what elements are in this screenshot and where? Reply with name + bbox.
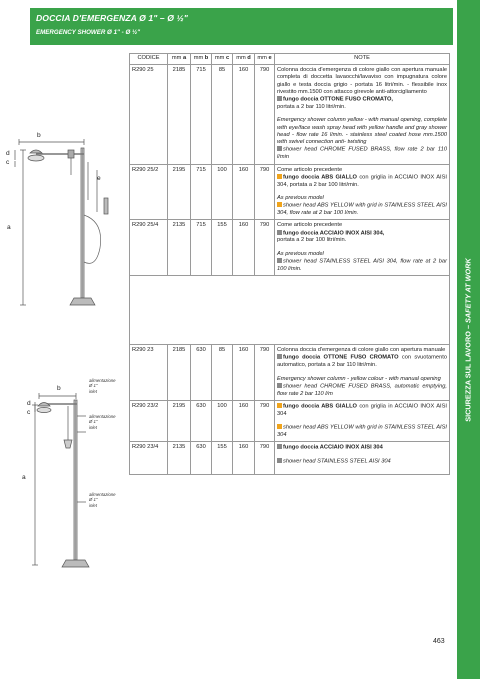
cell-a: 2185	[168, 345, 191, 401]
col-header-c	[212, 54, 233, 65]
note-it-tail: portata a 2 bar 100 litri/min.	[277, 237, 347, 244]
cell-code: R290 25/2	[130, 164, 168, 220]
grey-bullet-icon	[277, 96, 282, 101]
col-header-letter: a	[182, 55, 187, 62]
table-header-row	[130, 54, 450, 65]
cell-e: 790	[255, 220, 275, 276]
note-it-bold: fungo doccia ABS GIALLO	[283, 403, 357, 410]
cell-c: 85	[212, 345, 233, 401]
yellow-bullet-icon	[277, 424, 282, 429]
table-row	[130, 345, 450, 401]
note-it-tail: con griglia in ACCIAIO INOX AISI 304, portata a 2 bar 100 litri/min.	[277, 174, 447, 188]
table-spacer	[130, 276, 450, 345]
inlet-label: alimentazione	[89, 414, 116, 419]
note-en-bullet: shower head CHROME FUSED BRASS, automatic emptying, flow rate 2 bar 110 l/m	[277, 383, 447, 397]
inlet-note-mid	[89, 414, 116, 430]
cell-e: 790	[255, 442, 275, 475]
note-it-text: Come articolo precedente	[277, 222, 343, 229]
dim-label-c-top: c	[6, 159, 10, 166]
inlet-size: Ø 1"	[89, 497, 98, 503]
note-it-text: Colonna doccia d'emergenza di colore giallo con apertura manuale	[277, 347, 446, 354]
col-header-letter: b	[204, 55, 209, 62]
cell-note	[275, 65, 450, 165]
inlet-label-en: inlet	[89, 424, 97, 430]
cell-c: 100	[212, 400, 233, 441]
col-header-e	[255, 54, 275, 65]
cell-c: 100	[212, 164, 233, 220]
col-header-letter: c	[225, 55, 230, 62]
yellow-bullet-icon	[277, 174, 282, 179]
cell-note	[275, 220, 450, 276]
cell-b: 715	[191, 164, 212, 220]
dim-label-a-bottom: a	[22, 474, 26, 481]
yellow-bullet-icon	[277, 403, 282, 408]
grey-bullet-icon	[277, 258, 282, 263]
cell-c: 155	[212, 442, 233, 475]
note-en-text: Emergency shower column yellow - with manual opening, complete with eye/face wash spray head with yellow handle and gray shower head - flow rate 16 l/min. - stainless steel coated hose mm.1500 with swivel connection anti- twisting	[277, 117, 447, 146]
drawing-bottom	[32, 393, 89, 567]
cell-code: R290 23	[130, 345, 168, 401]
page-subtitle: EMERGENCY SHOWER Ø 1" - Ø ½"	[36, 29, 141, 36]
cell-a: 2135	[168, 220, 191, 276]
dim-label-b-top: b	[37, 132, 41, 139]
side-banner-english: SAFETY AT WORK	[463, 258, 473, 323]
inlet-label-en: inlet	[89, 502, 97, 508]
table-row	[130, 400, 450, 441]
col-header-letter: d	[247, 55, 251, 62]
grey-bullet-icon	[277, 383, 282, 388]
cell-c: 155	[212, 220, 233, 276]
grey-bullet-icon	[277, 230, 282, 235]
cell-b: 630	[191, 345, 212, 401]
inlet-note-top	[89, 378, 116, 394]
col-header-unit: mm	[171, 55, 182, 62]
table-row	[130, 65, 450, 165]
cell-d: 160	[233, 400, 255, 441]
grey-bullet-icon	[277, 354, 282, 359]
col-header-a	[168, 54, 191, 65]
inlet-label: alimentazione	[89, 492, 116, 497]
cell-e: 790	[255, 164, 275, 220]
inlet-label: alimentazione	[89, 378, 116, 383]
cell-note	[275, 400, 450, 441]
note-it-text: Colonna doccia d'emergenza di colore giallo con apertura manuale completa di doccetta lavaocchi/lavaviso con impugnatura colore giallo e testa doccia grigio - portata 16 litri/min. - flessibile inox rivestito mm.1500 con attacco girevole anti-attorcigliamento	[277, 67, 447, 95]
note-it-text: Come articolo precedente	[277, 166, 343, 173]
table-row	[130, 442, 450, 475]
side-banner-text	[464, 258, 473, 422]
cell-note	[275, 442, 450, 475]
grey-bullet-icon	[277, 444, 282, 449]
inlet-size: Ø 1"	[89, 419, 98, 425]
dim-label-b-bottom: b	[57, 385, 61, 392]
cell-d: 160	[233, 345, 255, 401]
side-banner-dash: –	[463, 322, 473, 332]
note-it-bold: fungo doccia ACCIAIO INOX AISI 304	[283, 444, 383, 451]
note-it-tail: con griglia in ACCIAIO INOX AISI 304	[277, 403, 447, 417]
table-row	[130, 220, 450, 276]
technical-drawings	[0, 0, 130, 679]
note-en-bullet: shower head ABS YELLOW with grid in STAINLESS STEEL AISI 304, flow rate at 2 bar 100 l/min.	[277, 202, 447, 217]
note-en-text: As previous model	[277, 250, 324, 257]
note-en-bullet: shower head STAINLESS STEEL AISI 304, flow rate at 2 bar 100 l/min.	[277, 258, 447, 272]
col-header-unit: mm	[193, 55, 204, 62]
note-it-tail: portata a 2 bar 110 litri/min.	[277, 103, 346, 110]
note-en-text: As previous model	[277, 194, 324, 201]
note-it-bold: fungo doccia OTTONE FUSO CROMATO,	[283, 96, 393, 103]
cell-d: 160	[233, 442, 255, 475]
grey-bullet-icon	[277, 458, 282, 463]
grey-bullet-icon	[277, 146, 282, 151]
note-it-bold: fungo doccia ACCIAIO INOX AISI 304,	[283, 230, 385, 237]
dim-label-c-bottom: c	[27, 409, 31, 416]
cell-a: 2185	[168, 65, 191, 165]
page-title: DOCCIA D'EMERGENZA Ø 1" – Ø ½"	[36, 13, 188, 23]
page-number: 463	[433, 638, 445, 645]
cell-note	[275, 164, 450, 220]
inlet-label-en: inlet	[89, 388, 97, 394]
cell-e: 790	[255, 65, 275, 165]
note-en-bullet: shower head ABS YELLOW with grid in STAINLESS STEEL AISI 304	[277, 424, 447, 438]
note-en-bullet: shower head STAINLESS STEEL AISI 304	[283, 458, 391, 465]
cell-a: 2135	[168, 442, 191, 475]
col-header-unit: mm	[257, 55, 267, 62]
col-header-b	[191, 54, 212, 65]
drawing-top	[15, 139, 108, 305]
dim-label-a-top: a	[7, 224, 11, 231]
note-en-bullet: shower head CHROME FUSED BRASS, flow rate 2 bar 110 l/min	[277, 146, 447, 161]
note-it-bold: fungo doccia OTTONE FUSO CROMATO	[283, 354, 399, 361]
note-it-bold: fungo doccia ABS GIALLO	[283, 174, 357, 181]
dim-label-d-bottom: d	[27, 400, 31, 407]
cell-b: 630	[191, 400, 212, 441]
cell-b: 630	[191, 442, 212, 475]
note-en-text: Emergency shower column - yellow colour - with manual opening	[277, 375, 441, 382]
cell-c: 85	[212, 65, 233, 165]
cell-d: 160	[233, 65, 255, 165]
dim-label-d-top: d	[6, 150, 10, 157]
cell-a: 2195	[168, 164, 191, 220]
col-header-unit: mm	[214, 55, 225, 62]
cell-code: R290 25	[130, 65, 168, 165]
col-header-unit: mm	[236, 55, 246, 62]
cell-code: R290 23/4	[130, 442, 168, 475]
col-header-letter: e	[268, 55, 272, 62]
cell-code: R290 25/4	[130, 220, 168, 276]
cell-b: 715	[191, 65, 212, 165]
spec-table	[129, 53, 450, 475]
table-row	[130, 164, 450, 220]
col-header-note: NOTE	[275, 54, 450, 65]
cell-e: 790	[255, 345, 275, 401]
cell-note	[275, 345, 450, 401]
inlet-size: Ø 1"	[89, 383, 98, 389]
cell-b: 715	[191, 220, 212, 276]
inlet-note-bottom	[89, 492, 116, 508]
cell-code: R290 23/2	[130, 400, 168, 441]
side-banner-italian: SICUREZZA SUL LAVORO	[463, 331, 473, 422]
col-header-d	[233, 54, 255, 65]
dim-label-e-top: e	[97, 175, 101, 182]
cell-d: 160	[233, 164, 255, 220]
col-header-code: CODICE	[130, 54, 168, 65]
note-it-tail: con svuotamento automatico, portata a 2 bar 110 litri/min.	[277, 354, 447, 369]
cell-d: 160	[233, 220, 255, 276]
yellow-bullet-icon	[277, 202, 282, 207]
cell-a: 2195	[168, 400, 191, 441]
cell-e: 790	[255, 400, 275, 441]
